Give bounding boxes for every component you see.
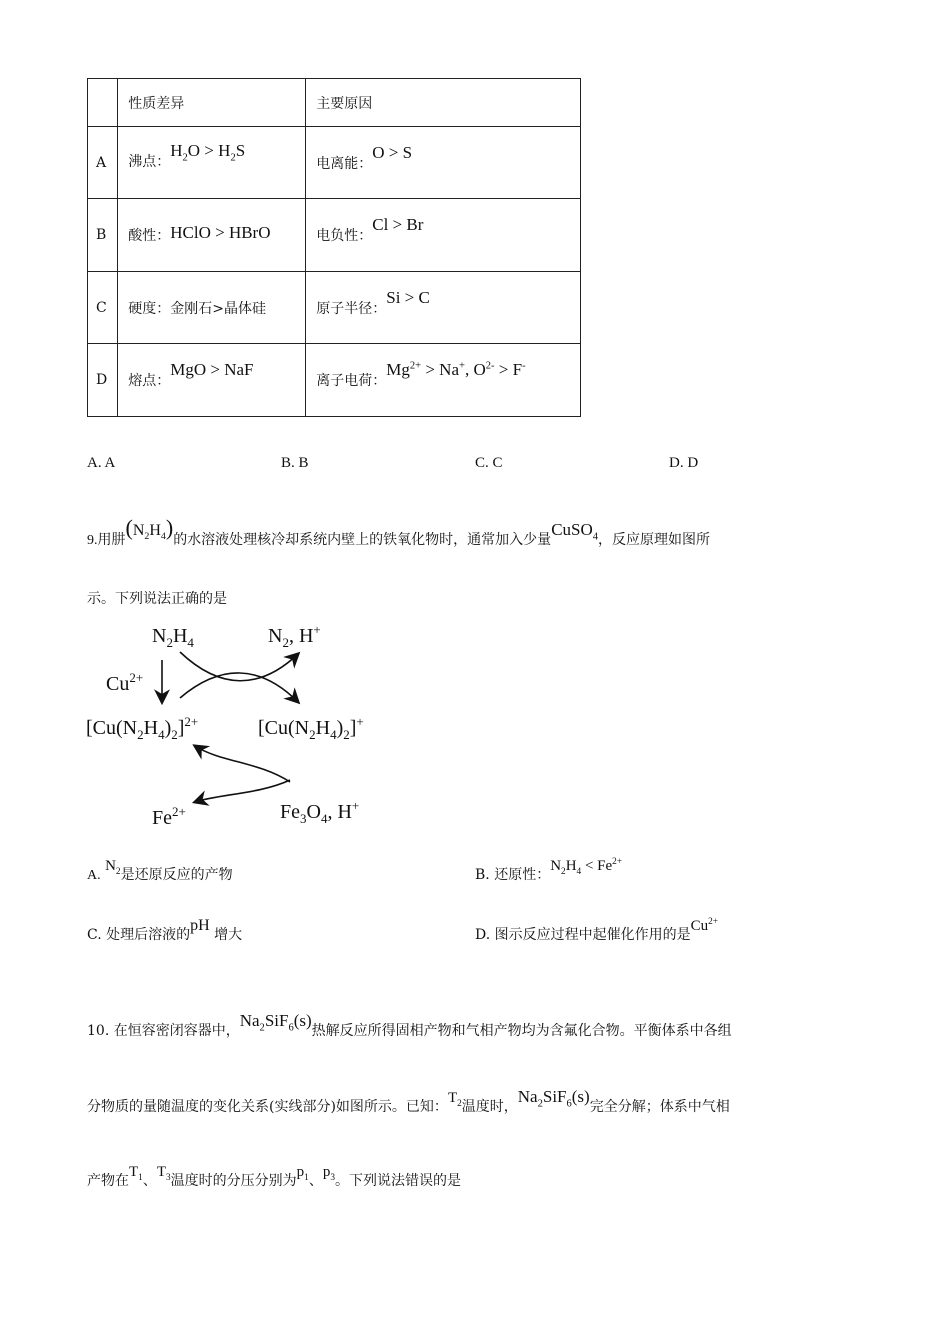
row-letter: C [88,272,118,344]
chem-formula: $N_2$ [105,858,121,877]
arrow-lower-out [195,780,290,802]
chem-formula: $Mg^{2+} > Na^+$, $O^{2-} > F^-$ [386,360,526,379]
chem-formula: $Na_2SiF_6(s)$ [239,1011,312,1034]
row-letter: D [88,344,118,417]
table-header-corner [88,79,118,127]
label-n2h4: $N_2H_4$ [152,625,194,650]
chem-formula: O > S [372,142,413,162]
row-property: 沸点：$H_2O > H_2S$ [118,127,306,199]
label-cu2: $Cu^{2+}$ [106,670,144,695]
row-property: 硬度：金刚石>晶体硅 [118,272,306,344]
chem-formula: $Na_2SiF_6(s)$ [517,1087,590,1110]
chem-formula: Cl > Br [372,215,424,234]
chem-formula: $T_2$ [447,1090,462,1109]
q9-option-a[interactable]: A. $N_2$是还原反应的产物 [87,858,233,883]
chem-formula: $p_1$ [296,1164,309,1183]
q9-option-d[interactable]: D. 图示反应过程中起催化作用的是$Cu^{2+}$ [475,917,719,943]
row-reason: 电负性：Cl > Br [306,199,581,272]
comparison-table [87,78,581,417]
row-reason: 原子半径：Si > C [306,272,581,344]
chem-formula: pH [190,917,210,934]
chem-formula: $T_1$ [129,1164,143,1183]
arrow-upper-out [180,652,298,681]
row-reason: 离子电荷：$Mg^{2+} > Na^+$, $O^{2-} > F^-$ [306,344,581,417]
label-cu-complex-2: $[Cu(N_2H_4)_2]^{2+}$ [86,714,199,742]
arrow-lower-in [195,746,290,782]
chem-formula: $(N_2H_4)$ [125,515,174,543]
q10-line2: 分物质的量随温度的变化关系(实线部分)如图所示。已知：$T_2$温度时，$Na_2SiF_6(s)$完全分解；体系中气相 [87,1087,730,1115]
chem-formula: $T_3$ [156,1164,171,1183]
table-header-prop: 性质差异 [118,79,306,127]
label-n2-h: $N_2$, H+ [268,622,321,650]
chem-formula: $p_3$ [322,1164,335,1183]
table-header-row [88,79,581,127]
row-property: 熔点：MgO > NaF [118,344,306,417]
row-letter: A [88,127,118,199]
row-property: 酸性：HClO > HBrO [118,199,306,272]
q9-option-b[interactable]: B. 还原性：$N_2H_4 < Fe^{2+}$ [475,857,623,883]
table-header-reason: 主要原因 [306,79,581,127]
label-fe2: $Fe^{2+}$ [152,804,186,829]
q9-line1: 9.用肼$(N_2H_4)$的水溶液处理核冷却系统内壁上的铁氧化物时，通常加入少量CuSO$_4$，反应原理如图所 [87,515,711,548]
chem-formula: MgO > NaF [170,360,254,379]
chem-formula: $N_2H_4 < Fe^{2+}$ [550,857,623,877]
row-letter: B [88,199,118,272]
option-d[interactable]: D. D [669,455,699,471]
option-c[interactable]: C. C [475,455,503,471]
table-row [88,272,581,344]
option-b[interactable]: B. B [281,455,309,471]
chem-formula: $Cu^{2+}$ [690,917,719,934]
reaction-cycle-diagram [80,612,410,837]
q10-line1: 10. 在恒容密闭容器中，$Na_2SiF_6(s)$热解反应所得固相产物和气相产物均为含氟化合物。平衡体系中各组 [87,1011,732,1039]
option-a[interactable]: A. A [87,455,116,471]
chem-formula: Si > C [386,287,430,307]
row-reason: 电离能：O > S [306,127,581,199]
label-fe3o4: $Fe_3O_4$, H+ [280,798,360,826]
table-row [88,199,581,272]
q9-option-c[interactable]: C. 处理后溶液的pH 增大 [87,917,243,943]
q10-line3: 产物在$T_1$、$T_3$温度时的分压分别为$p_1$、$p_3$。下列说法错误的是 [87,1164,461,1189]
q9-line2: 示。下列说法正确的是 [87,591,227,607]
chem-formula: CuSO$_4$ [551,520,599,543]
table-row [88,127,581,199]
label-cu-complex-1: $[Cu(N_2H_4)_2]^+$ [258,714,364,742]
arrow-upper-in [180,673,298,702]
table-row [88,344,581,417]
chem-formula: HClO > HBrO [170,223,271,242]
chem-formula: $H_2O > H_2S$ [170,141,246,164]
